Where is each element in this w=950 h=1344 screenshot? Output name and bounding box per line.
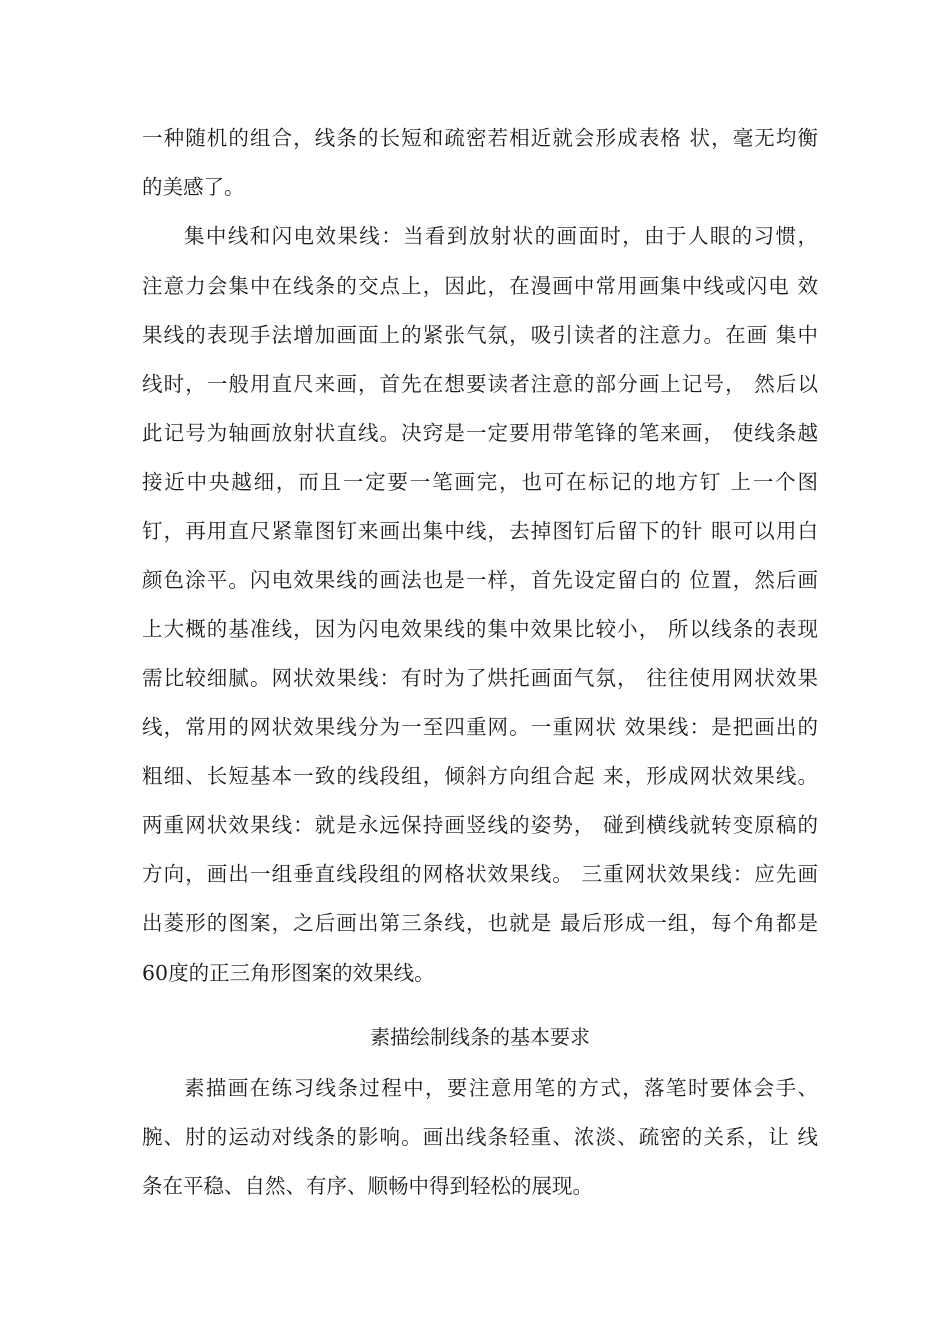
- paragraph-line: 线，常用的网状效果线分为一至四重网。一重网状 效果线：是把画出的: [142, 715, 818, 739]
- paragraph-line: 60度的正三角形图案的效果线。: [142, 961, 435, 985]
- paragraph-line: 粗细、长短基本一致的线段组，倾斜方向组合起 来，形成网状效果线。: [142, 764, 818, 788]
- paragraph-line: 需比较细腻。网状效果线：有时为了烘托画面气氛， 往往使用网状效果: [142, 666, 818, 690]
- paragraph-line: 注意力会集中在线条的交点上，因此，在漫画中常用画集中线或闪电 效: [142, 274, 818, 298]
- paragraph-line: 两重网状效果线：就是永远保持画竖线的姿势， 碰到横线就转变原稿的: [142, 813, 818, 837]
- paragraph-line: 此记号为轴画放射状直线。决窍是一定要用带笔锋的笔来画， 使线条越: [142, 421, 818, 445]
- paragraph-line: 接近中央越细，而且一定要一笔画完，也可在标记的地方钉 上一个图: [142, 470, 818, 494]
- paragraph-line: 钉，再用直尺紧靠图钉来画出集中线，去掉图钉后留下的针 眼可以用白: [142, 519, 818, 543]
- paragraph-line: 方向，画出一组垂直线段组的网格状效果线。 三重网状效果线：应先画: [142, 862, 818, 886]
- paragraph-line: 上大概的基准线，因为闪电效果线的集中效果比较小， 所以线条的表现: [142, 617, 818, 641]
- paragraph-line: 一种随机的组合，线条的长短和疏密若相近就会形成表格 状，毫无均衡: [142, 126, 818, 150]
- paragraph-line: 集中线和闪电效果线：当看到放射状的画面时，由于人眼的习惯，: [184, 224, 818, 248]
- paragraph-line: 腕、肘的运动对线条的影响。画出线条轻重、浓淡、疏密的关系，让 线: [142, 1125, 818, 1149]
- paragraph-line: 线时，一般用直尺来画，首先在想要读者注意的部分画上记号， 然后以: [142, 372, 818, 396]
- paragraph-line: 果线的表现手法增加画面上的紧张气氛，吸引读者的注意力。在画 集中: [142, 323, 818, 347]
- paragraph-line: 的美感了。: [142, 175, 245, 199]
- paragraph-line: 出菱形的图案，之后画出第三条线，也就是 最后形成一组，每个角都是: [142, 911, 818, 935]
- paragraph-line: 素描画在练习线条过程中，要注意用笔的方式，落笔时要体会手、: [184, 1076, 818, 1100]
- paragraph-line: 条在平稳、自然、有序、顺畅中得到轻松的展现。: [142, 1174, 593, 1198]
- section-heading: 素描绘制线条的基本要求: [370, 1025, 590, 1049]
- paragraph-line: 颜色涂平。闪电效果线的画法也是一样，首先设定留白的 位置，然后画: [142, 568, 818, 592]
